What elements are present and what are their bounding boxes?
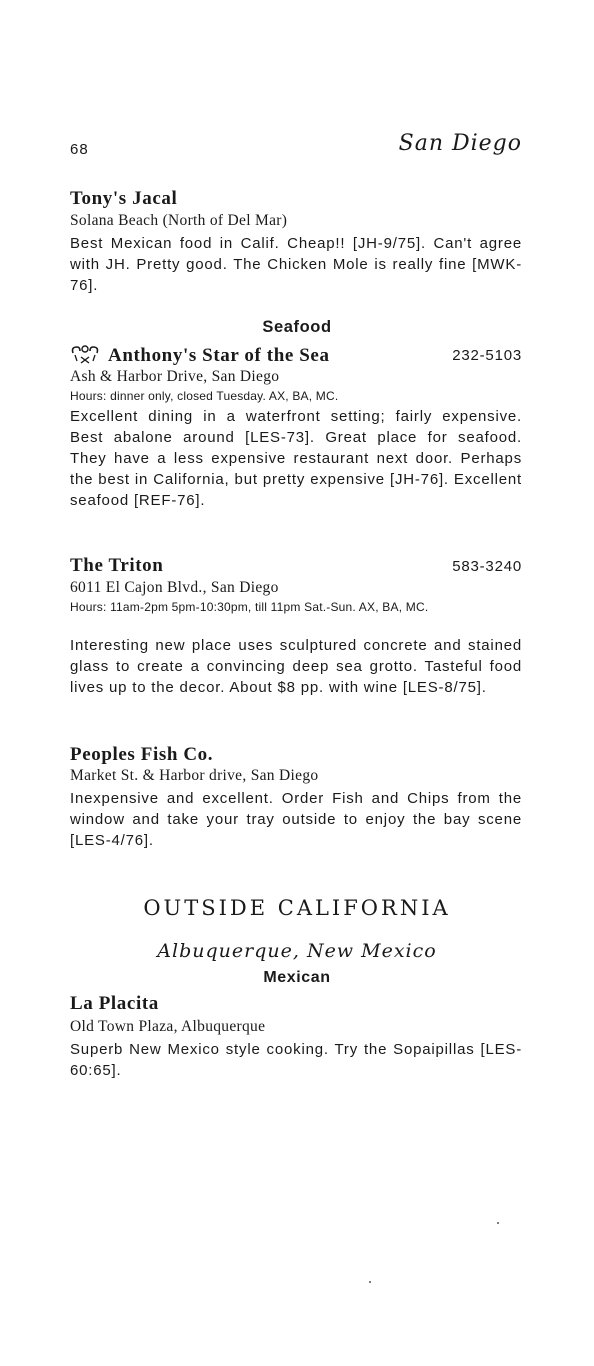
entry-address-la-placita: Old Town Plaza, Albuquerque (70, 1018, 266, 1035)
entry-hours-anthonys: Hours: dinner only, closed Tuesday. AX, BA, MC. (70, 389, 339, 403)
entry-review-tonys-jacal: Best Mexican food in Calif. Cheap!! [JH-9/75]. Can't agree with JH. Pretty good. The Chicken Mole is really fine [MWK-76]. (70, 235, 522, 294)
entry-name-anthonys: Anthony's Star of the Sea (108, 345, 330, 366)
entry-review-triton: Interesting new place uses sculptured concrete and stained glass to create a convincing deep sea grotto. Tasteful food lives up to the decor. About $8 pp. with wine [LES-8/75]. (70, 637, 522, 696)
entry-name-tonys-jacal: Tony's Jacal (70, 188, 178, 209)
scan-speck (497, 1222, 499, 1224)
region-heading: Albuquerque, New Mexico (157, 940, 437, 962)
scan-speck (369, 1281, 371, 1283)
star-rating-icon (70, 343, 100, 371)
entry-address-triton: 6011 El Cajon Blvd., San Diego (70, 579, 279, 596)
entry-address-peoples-fish: Market St. & Harbor drive, San Diego (70, 767, 319, 784)
entry-address-anthonys: Ash & Harbor Drive, San Diego (70, 368, 280, 385)
entry-review-la-placita: Superb New Mexico style cooking. Try the Sopaipillas [LES-60:65]. (70, 1041, 522, 1079)
entry-address-tonys-jacal: Solana Beach (North of Del Mar) (70, 212, 288, 229)
category-heading-mexican: Mexican (263, 969, 331, 986)
entry-name-peoples-fish: Peoples Fish Co. (70, 744, 214, 765)
entry-name-la-placita: La Placita (70, 993, 159, 1014)
entry-phone-anthonys: 232-5103 (452, 347, 522, 364)
section-banner: OUTSIDE CALIFORNIA (143, 896, 451, 920)
entry-hours-triton: Hours: 11am-2pm 5pm-10:30pm, till 11pm Sat.-Sun. AX, BA, MC. (70, 600, 429, 614)
category-heading-seafood: Seafood (262, 318, 332, 336)
page-number: 68 (70, 141, 89, 158)
entry-review-peoples-fish: Inexpensive and excellent. Order Fish and Chips from the window and take your tray outside to enjoy the bay scene [LES-4/76]. (70, 790, 522, 849)
entry-review-anthonys: Excellent dining in a waterfront setting; fairly expensive. Best abalone around [LES-73]. Great place for seafood. They have a less expensive restaurant next door. Perhaps the best in California, but pretty expensive [JH-76]. Excellent seafood [REF-76]. (70, 408, 522, 509)
entry-name-triton: The Triton (70, 555, 164, 576)
running-head: San Diego (398, 131, 522, 156)
entry-phone-triton: 583-3240 (452, 558, 522, 575)
entry-title-anthonys (70, 343, 330, 371)
